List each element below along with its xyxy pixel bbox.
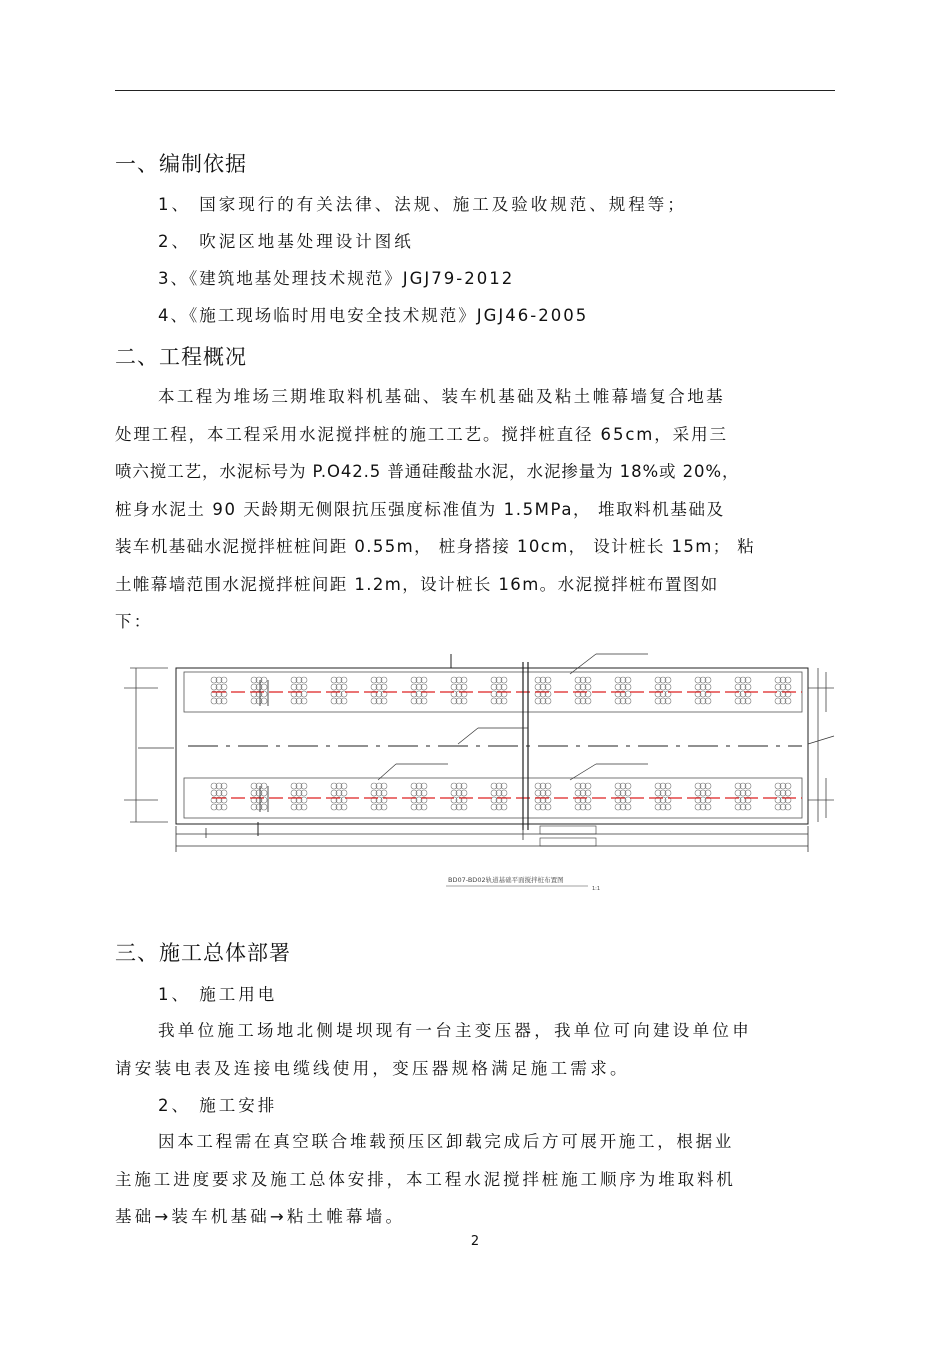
section-2-paragraph xyxy=(115,378,835,641)
figure-scale: 1:1 xyxy=(592,886,601,892)
paragraph-line: 桩身水泥土 90 天龄期无侧限抗压强度标准值为 1.5MPa， 堆取料机基础及 xyxy=(115,499,725,519)
section-1-item: 1、 国家现行的有关法律、法规、施工及验收规范、规程等； xyxy=(158,195,687,214)
section-1-item: 3、《建筑地基处理技术规范》JGJ79-2012 xyxy=(158,269,515,288)
paragraph-line: 土帷幕墙范围水泥搅拌桩间距 1.2m，设计桩长 16m。水泥搅拌桩布置图如 xyxy=(115,574,719,594)
subsection-title: 2、 施工安排 xyxy=(158,1096,278,1115)
section-2-title: 二、工程概况 xyxy=(115,345,247,369)
leader-lines xyxy=(138,654,834,780)
paragraph-line: 主施工进度要求及施工总体安排，本工程水泥搅拌桩施工顺序为堆取料机 xyxy=(115,1169,736,1189)
pile-groups xyxy=(211,677,791,810)
legend-box xyxy=(540,838,596,846)
right-dimension-lines xyxy=(808,668,834,822)
header-rule xyxy=(115,90,835,91)
page-number: 2 xyxy=(470,1234,480,1249)
paragraph-line: 处理工程，本工程采用水泥搅拌桩的施工工艺。搅拌桩直径 65cm，采用三 xyxy=(115,424,728,444)
left-dimension-lines xyxy=(124,668,168,822)
section-1-item: 2、 吹泥区地基处理设计图纸 xyxy=(158,232,414,251)
paragraph-line: 基础→装车机基础→粘土帷幕墙。 xyxy=(115,1207,406,1226)
section-1-item: 4、《施工现场临时用电安全技术规范》JGJ46-2005 xyxy=(158,306,589,325)
paragraph-line: 下： xyxy=(115,612,153,631)
paragraph-line: 请安装电表及连接电缆线使用，变压器规格满足施工需求。 xyxy=(115,1058,630,1078)
pile-layout-drawing xyxy=(118,640,838,900)
figure-caption: BD07-BD02轨道基础平面搅拌桩布置图 xyxy=(448,876,564,884)
section-3-power-paragraph xyxy=(115,1012,835,1087)
section-1-title: 一、编制依据 xyxy=(115,152,247,176)
section-3-title: 三、施工总体部署 xyxy=(115,941,291,965)
paragraph-line: 本工程为堆场三期堆取料机基础、装车机基础及粘土帷幕墙复合地基 xyxy=(158,387,725,406)
legend-box xyxy=(540,826,596,834)
paragraph-line: 我单位施工场地北侧堤坝现有一台主变压器，我单位可向建设单位申 xyxy=(158,1021,752,1040)
bottom-dimension-lines xyxy=(176,826,808,852)
paragraph-line: 装车机基础水泥搅拌桩桩间距 0.55m， 桩身搭接 10cm， 设计桩长 15m； 粘 xyxy=(115,537,756,556)
paragraph-line: 喷六搅工艺，水泥标号为 P.O42.5 普通硅酸盐水泥，水泥掺量为 18%或 20%， xyxy=(115,462,740,481)
subsection-title: 1、 施工用电 xyxy=(158,985,278,1004)
section-3-schedule-paragraph xyxy=(115,1123,835,1236)
paragraph-line: 因本工程需在真空联合堆载预压区卸载完成后方可展开施工，根据业 xyxy=(158,1132,734,1151)
